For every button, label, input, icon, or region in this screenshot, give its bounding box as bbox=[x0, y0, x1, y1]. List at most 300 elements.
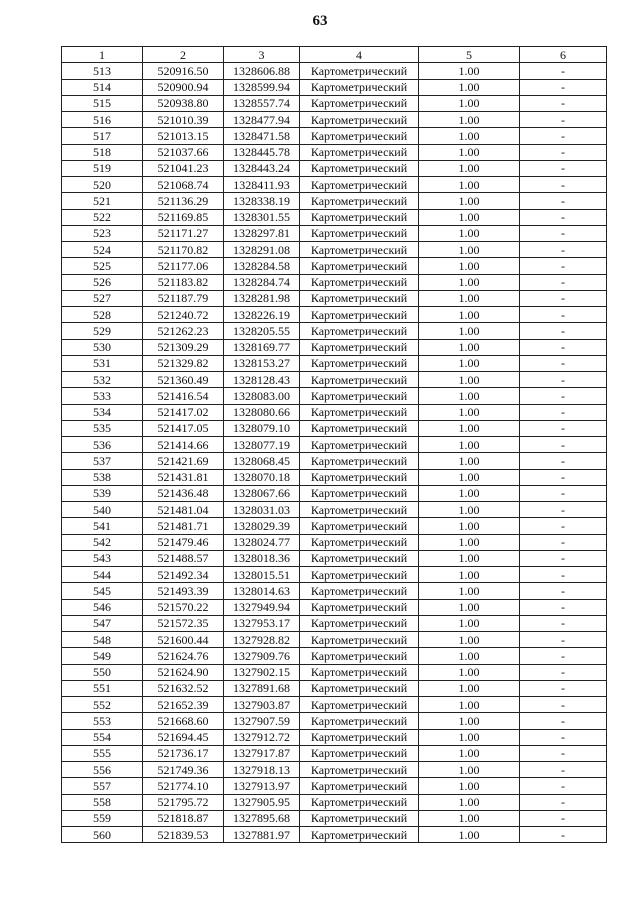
y-coordinate-cell: 1328471.58 bbox=[224, 128, 300, 144]
note-cell: - bbox=[520, 664, 607, 680]
accuracy-cell: 1.00 bbox=[419, 128, 520, 144]
table-row bbox=[62, 485, 607, 501]
method-cell: Картометрический bbox=[300, 225, 419, 241]
note-cell: - bbox=[520, 713, 607, 729]
y-coordinate-cell: 1327907.59 bbox=[224, 713, 300, 729]
method-cell: Картометрический bbox=[300, 437, 419, 453]
accuracy-cell: 1.00 bbox=[419, 339, 520, 355]
accuracy-cell: 1.00 bbox=[419, 615, 520, 631]
method-cell: Картометрический bbox=[300, 583, 419, 599]
x-coordinate-cell: 521818.87 bbox=[143, 810, 224, 826]
accuracy-cell: 1.00 bbox=[419, 79, 520, 95]
x-coordinate-cell: 521010.39 bbox=[143, 112, 224, 128]
x-coordinate-cell: 521170.82 bbox=[143, 242, 224, 258]
y-coordinate-cell: 1328226.19 bbox=[224, 307, 300, 323]
table-body bbox=[62, 63, 607, 843]
table-row bbox=[62, 160, 607, 176]
x-coordinate-cell: 521037.66 bbox=[143, 144, 224, 160]
method-cell: Картометрический bbox=[300, 209, 419, 225]
point-number-cell: 553 bbox=[62, 713, 143, 729]
accuracy-cell: 1.00 bbox=[419, 534, 520, 550]
x-coordinate-cell: 521481.04 bbox=[143, 502, 224, 518]
table-row bbox=[62, 583, 607, 599]
method-cell: Картометрический bbox=[300, 420, 419, 436]
method-cell: Картометрический bbox=[300, 632, 419, 648]
method-cell: Картометрический bbox=[300, 128, 419, 144]
table-row bbox=[62, 697, 607, 713]
method-cell: Картометрический bbox=[300, 290, 419, 306]
note-cell: - bbox=[520, 615, 607, 631]
note-cell: - bbox=[520, 794, 607, 810]
table-row bbox=[62, 810, 607, 826]
note-cell: - bbox=[520, 583, 607, 599]
y-coordinate-cell: 1328153.27 bbox=[224, 355, 300, 371]
x-coordinate-cell: 521839.53 bbox=[143, 827, 224, 843]
note-cell: - bbox=[520, 112, 607, 128]
accuracy-cell: 1.00 bbox=[419, 258, 520, 274]
note-cell: - bbox=[520, 534, 607, 550]
accuracy-cell: 1.00 bbox=[419, 827, 520, 843]
accuracy-cell: 1.00 bbox=[419, 778, 520, 794]
point-number-cell: 528 bbox=[62, 307, 143, 323]
y-coordinate-cell: 1327903.87 bbox=[224, 697, 300, 713]
accuracy-cell: 1.00 bbox=[419, 794, 520, 810]
method-cell: Картометрический bbox=[300, 518, 419, 534]
table-row bbox=[62, 209, 607, 225]
accuracy-cell: 1.00 bbox=[419, 437, 520, 453]
note-cell: - bbox=[520, 388, 607, 404]
note-cell: - bbox=[520, 160, 607, 176]
x-coordinate-cell: 521041.23 bbox=[143, 160, 224, 176]
x-coordinate-cell: 521572.35 bbox=[143, 615, 224, 631]
method-cell: Картометрический bbox=[300, 599, 419, 615]
point-number-cell: 552 bbox=[62, 697, 143, 713]
point-number-cell: 548 bbox=[62, 632, 143, 648]
point-number-cell: 550 bbox=[62, 664, 143, 680]
accuracy-cell: 1.00 bbox=[419, 144, 520, 160]
x-coordinate-cell: 521795.72 bbox=[143, 794, 224, 810]
note-cell: - bbox=[520, 339, 607, 355]
method-cell: Картометрический bbox=[300, 534, 419, 550]
method-cell: Картометрический bbox=[300, 112, 419, 128]
table-row bbox=[62, 388, 607, 404]
method-cell: Картометрический bbox=[300, 648, 419, 664]
method-cell: Картометрический bbox=[300, 680, 419, 696]
method-cell: Картометрический bbox=[300, 63, 419, 79]
x-coordinate-cell: 521493.39 bbox=[143, 583, 224, 599]
note-cell: - bbox=[520, 420, 607, 436]
x-coordinate-cell: 521414.66 bbox=[143, 437, 224, 453]
point-number-cell: 541 bbox=[62, 518, 143, 534]
x-coordinate-cell: 521240.72 bbox=[143, 307, 224, 323]
method-cell: Картометрический bbox=[300, 258, 419, 274]
y-coordinate-cell: 1328024.77 bbox=[224, 534, 300, 550]
point-number-cell: 549 bbox=[62, 648, 143, 664]
note-cell: - bbox=[520, 567, 607, 583]
point-number-cell: 546 bbox=[62, 599, 143, 615]
point-number-cell: 517 bbox=[62, 128, 143, 144]
accuracy-cell: 1.00 bbox=[419, 63, 520, 79]
x-coordinate-cell: 521436.48 bbox=[143, 485, 224, 501]
accuracy-cell: 1.00 bbox=[419, 697, 520, 713]
y-coordinate-cell: 1328031.03 bbox=[224, 502, 300, 518]
accuracy-cell: 1.00 bbox=[419, 664, 520, 680]
y-coordinate-cell: 1327913.97 bbox=[224, 778, 300, 794]
x-coordinate-cell: 521479.46 bbox=[143, 534, 224, 550]
accuracy-cell: 1.00 bbox=[419, 810, 520, 826]
table-row bbox=[62, 372, 607, 388]
point-number-cell: 554 bbox=[62, 729, 143, 745]
x-coordinate-cell: 521632.52 bbox=[143, 680, 224, 696]
accuracy-cell: 1.00 bbox=[419, 632, 520, 648]
accuracy-cell: 1.00 bbox=[419, 502, 520, 518]
accuracy-cell: 1.00 bbox=[419, 323, 520, 339]
accuracy-cell: 1.00 bbox=[419, 177, 520, 193]
note-cell: - bbox=[520, 729, 607, 745]
y-coordinate-cell: 1328557.74 bbox=[224, 95, 300, 111]
point-number-cell: 540 bbox=[62, 502, 143, 518]
note-cell: - bbox=[520, 680, 607, 696]
point-number-cell: 526 bbox=[62, 274, 143, 290]
note-cell: - bbox=[520, 745, 607, 761]
note-cell: - bbox=[520, 502, 607, 518]
method-cell: Картометрический bbox=[300, 388, 419, 404]
table-row bbox=[62, 355, 607, 371]
table-row bbox=[62, 290, 607, 306]
x-coordinate-cell: 521187.79 bbox=[143, 290, 224, 306]
method-cell: Картометрический bbox=[300, 713, 419, 729]
method-cell: Картометрический bbox=[300, 242, 419, 258]
y-coordinate-cell: 1328079.10 bbox=[224, 420, 300, 436]
y-coordinate-cell: 1328291.08 bbox=[224, 242, 300, 258]
point-number-cell: 529 bbox=[62, 323, 143, 339]
table-row bbox=[62, 225, 607, 241]
accuracy-cell: 1.00 bbox=[419, 420, 520, 436]
table-row bbox=[62, 112, 607, 128]
coordinates-table bbox=[61, 46, 607, 843]
method-cell: Картометрический bbox=[300, 177, 419, 193]
x-coordinate-cell: 521183.82 bbox=[143, 274, 224, 290]
point-number-cell: 544 bbox=[62, 567, 143, 583]
accuracy-cell: 1.00 bbox=[419, 762, 520, 778]
column-header-2: 2 bbox=[143, 47, 224, 63]
point-number-cell: 524 bbox=[62, 242, 143, 258]
x-coordinate-cell: 521262.23 bbox=[143, 323, 224, 339]
y-coordinate-cell: 1327917.87 bbox=[224, 745, 300, 761]
accuracy-cell: 1.00 bbox=[419, 95, 520, 111]
y-coordinate-cell: 1327918.13 bbox=[224, 762, 300, 778]
y-coordinate-cell: 1327891.68 bbox=[224, 680, 300, 696]
point-number-cell: 555 bbox=[62, 745, 143, 761]
y-coordinate-cell: 1328018.36 bbox=[224, 550, 300, 566]
x-coordinate-cell: 521624.90 bbox=[143, 664, 224, 680]
method-cell: Картометрический bbox=[300, 502, 419, 518]
method-cell: Картометрический bbox=[300, 160, 419, 176]
table-row bbox=[62, 307, 607, 323]
table-row bbox=[62, 664, 607, 680]
method-cell: Картометрический bbox=[300, 827, 419, 843]
y-coordinate-cell: 1327902.15 bbox=[224, 664, 300, 680]
table-row bbox=[62, 242, 607, 258]
point-number-cell: 558 bbox=[62, 794, 143, 810]
point-number-cell: 560 bbox=[62, 827, 143, 843]
table-row bbox=[62, 680, 607, 696]
point-number-cell: 527 bbox=[62, 290, 143, 306]
x-coordinate-cell: 521481.71 bbox=[143, 518, 224, 534]
point-number-cell: 518 bbox=[62, 144, 143, 160]
accuracy-cell: 1.00 bbox=[419, 518, 520, 534]
y-coordinate-cell: 1328169.77 bbox=[224, 339, 300, 355]
y-coordinate-cell: 1328445.78 bbox=[224, 144, 300, 160]
method-cell: Картометрический bbox=[300, 745, 419, 761]
y-coordinate-cell: 1328128.43 bbox=[224, 372, 300, 388]
table-row bbox=[62, 274, 607, 290]
point-number-cell: 538 bbox=[62, 469, 143, 485]
table-row bbox=[62, 713, 607, 729]
note-cell: - bbox=[520, 209, 607, 225]
y-coordinate-cell: 1328014.63 bbox=[224, 583, 300, 599]
y-coordinate-cell: 1328301.55 bbox=[224, 209, 300, 225]
method-cell: Картометрический bbox=[300, 469, 419, 485]
accuracy-cell: 1.00 bbox=[419, 355, 520, 371]
point-number-cell: 547 bbox=[62, 615, 143, 631]
table-row bbox=[62, 632, 607, 648]
method-cell: Картометрический bbox=[300, 729, 419, 745]
method-cell: Картометрический bbox=[300, 615, 419, 631]
note-cell: - bbox=[520, 648, 607, 664]
y-coordinate-cell: 1328477.94 bbox=[224, 112, 300, 128]
x-coordinate-cell: 521736.17 bbox=[143, 745, 224, 761]
note-cell: - bbox=[520, 355, 607, 371]
note-cell: - bbox=[520, 79, 607, 95]
method-cell: Картометрический bbox=[300, 274, 419, 290]
table-row bbox=[62, 599, 607, 615]
point-number-cell: 522 bbox=[62, 209, 143, 225]
accuracy-cell: 1.00 bbox=[419, 485, 520, 501]
accuracy-cell: 1.00 bbox=[419, 599, 520, 615]
table-row bbox=[62, 615, 607, 631]
x-coordinate-cell: 521169.85 bbox=[143, 209, 224, 225]
table-row bbox=[62, 404, 607, 420]
x-coordinate-cell: 521171.27 bbox=[143, 225, 224, 241]
note-cell: - bbox=[520, 810, 607, 826]
point-number-cell: 539 bbox=[62, 485, 143, 501]
x-coordinate-cell: 521421.69 bbox=[143, 453, 224, 469]
point-number-cell: 515 bbox=[62, 95, 143, 111]
accuracy-cell: 1.00 bbox=[419, 193, 520, 209]
method-cell: Картометрический bbox=[300, 697, 419, 713]
y-coordinate-cell: 1328297.81 bbox=[224, 225, 300, 241]
x-coordinate-cell: 521774.10 bbox=[143, 778, 224, 794]
method-cell: Картометрический bbox=[300, 144, 419, 160]
y-coordinate-cell: 1327928.82 bbox=[224, 632, 300, 648]
y-coordinate-cell: 1328080.66 bbox=[224, 404, 300, 420]
accuracy-cell: 1.00 bbox=[419, 290, 520, 306]
method-cell: Картометрический bbox=[300, 404, 419, 420]
column-header-1: 1 bbox=[62, 47, 143, 63]
note-cell: - bbox=[520, 827, 607, 843]
note-cell: - bbox=[520, 372, 607, 388]
table-row bbox=[62, 177, 607, 193]
point-number-cell: 530 bbox=[62, 339, 143, 355]
note-cell: - bbox=[520, 697, 607, 713]
accuracy-cell: 1.00 bbox=[419, 648, 520, 664]
method-cell: Картометрический bbox=[300, 193, 419, 209]
note-cell: - bbox=[520, 177, 607, 193]
page-number: 63 bbox=[312, 13, 328, 29]
y-coordinate-cell: 1328068.45 bbox=[224, 453, 300, 469]
table-row bbox=[62, 550, 607, 566]
table-row bbox=[62, 95, 607, 111]
accuracy-cell: 1.00 bbox=[419, 680, 520, 696]
accuracy-cell: 1.00 bbox=[419, 404, 520, 420]
method-cell: Картометрический bbox=[300, 550, 419, 566]
table-row bbox=[62, 63, 607, 79]
y-coordinate-cell: 1328606.88 bbox=[224, 63, 300, 79]
note-cell: - bbox=[520, 323, 607, 339]
y-coordinate-cell: 1328029.39 bbox=[224, 518, 300, 534]
y-coordinate-cell: 1328077.19 bbox=[224, 437, 300, 453]
accuracy-cell: 1.00 bbox=[419, 729, 520, 745]
note-cell: - bbox=[520, 485, 607, 501]
method-cell: Картометрический bbox=[300, 323, 419, 339]
y-coordinate-cell: 1328443.24 bbox=[224, 160, 300, 176]
point-number-cell: 520 bbox=[62, 177, 143, 193]
y-coordinate-cell: 1328083.00 bbox=[224, 388, 300, 404]
table-row bbox=[62, 729, 607, 745]
method-cell: Картометрический bbox=[300, 339, 419, 355]
accuracy-cell: 1.00 bbox=[419, 745, 520, 761]
table-row bbox=[62, 420, 607, 436]
note-cell: - bbox=[520, 290, 607, 306]
x-coordinate-cell: 521492.34 bbox=[143, 567, 224, 583]
note-cell: - bbox=[520, 258, 607, 274]
method-cell: Картометрический bbox=[300, 485, 419, 501]
y-coordinate-cell: 1328281.98 bbox=[224, 290, 300, 306]
table-row bbox=[62, 794, 607, 810]
method-cell: Картометрический bbox=[300, 794, 419, 810]
x-coordinate-cell: 521600.44 bbox=[143, 632, 224, 648]
method-cell: Картометрический bbox=[300, 778, 419, 794]
table-row bbox=[62, 827, 607, 843]
x-coordinate-cell: 521570.22 bbox=[143, 599, 224, 615]
y-coordinate-cell: 1327949.94 bbox=[224, 599, 300, 615]
method-cell: Картометрический bbox=[300, 307, 419, 323]
y-coordinate-cell: 1328015.51 bbox=[224, 567, 300, 583]
x-coordinate-cell: 521329.82 bbox=[143, 355, 224, 371]
x-coordinate-cell: 521668.60 bbox=[143, 713, 224, 729]
note-cell: - bbox=[520, 762, 607, 778]
accuracy-cell: 1.00 bbox=[419, 307, 520, 323]
table-row bbox=[62, 193, 607, 209]
method-cell: Картометрический bbox=[300, 355, 419, 371]
method-cell: Картометрический bbox=[300, 453, 419, 469]
point-number-cell: 516 bbox=[62, 112, 143, 128]
y-coordinate-cell: 1327905.95 bbox=[224, 794, 300, 810]
point-number-cell: 533 bbox=[62, 388, 143, 404]
accuracy-cell: 1.00 bbox=[419, 209, 520, 225]
point-number-cell: 559 bbox=[62, 810, 143, 826]
note-cell: - bbox=[520, 95, 607, 111]
y-coordinate-cell: 1327953.17 bbox=[224, 615, 300, 631]
point-number-cell: 513 bbox=[62, 63, 143, 79]
table-row bbox=[62, 762, 607, 778]
y-coordinate-cell: 1328599.94 bbox=[224, 79, 300, 95]
note-cell: - bbox=[520, 242, 607, 258]
point-number-cell: 557 bbox=[62, 778, 143, 794]
table-row bbox=[62, 534, 607, 550]
accuracy-cell: 1.00 bbox=[419, 583, 520, 599]
point-number-cell: 523 bbox=[62, 225, 143, 241]
point-number-cell: 525 bbox=[62, 258, 143, 274]
table-row bbox=[62, 323, 607, 339]
column-header-4: 4 bbox=[300, 47, 419, 63]
y-coordinate-cell: 1328284.58 bbox=[224, 258, 300, 274]
y-coordinate-cell: 1328411.93 bbox=[224, 177, 300, 193]
note-cell: - bbox=[520, 404, 607, 420]
point-number-cell: 537 bbox=[62, 453, 143, 469]
x-coordinate-cell: 521309.29 bbox=[143, 339, 224, 355]
point-number-cell: 536 bbox=[62, 437, 143, 453]
method-cell: Картометрический bbox=[300, 762, 419, 778]
x-coordinate-cell: 521417.02 bbox=[143, 404, 224, 420]
x-coordinate-cell: 521417.05 bbox=[143, 420, 224, 436]
table-row bbox=[62, 567, 607, 583]
table-row bbox=[62, 258, 607, 274]
y-coordinate-cell: 1327909.76 bbox=[224, 648, 300, 664]
note-cell: - bbox=[520, 599, 607, 615]
x-coordinate-cell: 521177.06 bbox=[143, 258, 224, 274]
y-coordinate-cell: 1327912.72 bbox=[224, 729, 300, 745]
table-row bbox=[62, 144, 607, 160]
note-cell: - bbox=[520, 437, 607, 453]
y-coordinate-cell: 1328338.19 bbox=[224, 193, 300, 209]
x-coordinate-cell: 521749.36 bbox=[143, 762, 224, 778]
accuracy-cell: 1.00 bbox=[419, 274, 520, 290]
table-row bbox=[62, 128, 607, 144]
note-cell: - bbox=[520, 63, 607, 79]
y-coordinate-cell: 1328205.55 bbox=[224, 323, 300, 339]
y-coordinate-cell: 1327895.68 bbox=[224, 810, 300, 826]
x-coordinate-cell: 521694.45 bbox=[143, 729, 224, 745]
method-cell: Картометрический bbox=[300, 810, 419, 826]
x-coordinate-cell: 521360.49 bbox=[143, 372, 224, 388]
table-row bbox=[62, 339, 607, 355]
point-number-cell: 519 bbox=[62, 160, 143, 176]
accuracy-cell: 1.00 bbox=[419, 372, 520, 388]
note-cell: - bbox=[520, 550, 607, 566]
method-cell: Картометрический bbox=[300, 372, 419, 388]
y-coordinate-cell: 1327881.97 bbox=[224, 827, 300, 843]
table-row bbox=[62, 502, 607, 518]
point-number-cell: 542 bbox=[62, 534, 143, 550]
x-coordinate-cell: 521652.39 bbox=[143, 697, 224, 713]
table-row bbox=[62, 469, 607, 485]
accuracy-cell: 1.00 bbox=[419, 242, 520, 258]
x-coordinate-cell: 521068.74 bbox=[143, 177, 224, 193]
note-cell: - bbox=[520, 274, 607, 290]
point-number-cell: 556 bbox=[62, 762, 143, 778]
point-number-cell: 514 bbox=[62, 79, 143, 95]
note-cell: - bbox=[520, 453, 607, 469]
y-coordinate-cell: 1328067.66 bbox=[224, 485, 300, 501]
note-cell: - bbox=[520, 128, 607, 144]
method-cell: Картометрический bbox=[300, 79, 419, 95]
table-header-row bbox=[62, 47, 607, 63]
x-coordinate-cell: 521013.15 bbox=[143, 128, 224, 144]
x-coordinate-cell: 520916.50 bbox=[143, 63, 224, 79]
accuracy-cell: 1.00 bbox=[419, 225, 520, 241]
